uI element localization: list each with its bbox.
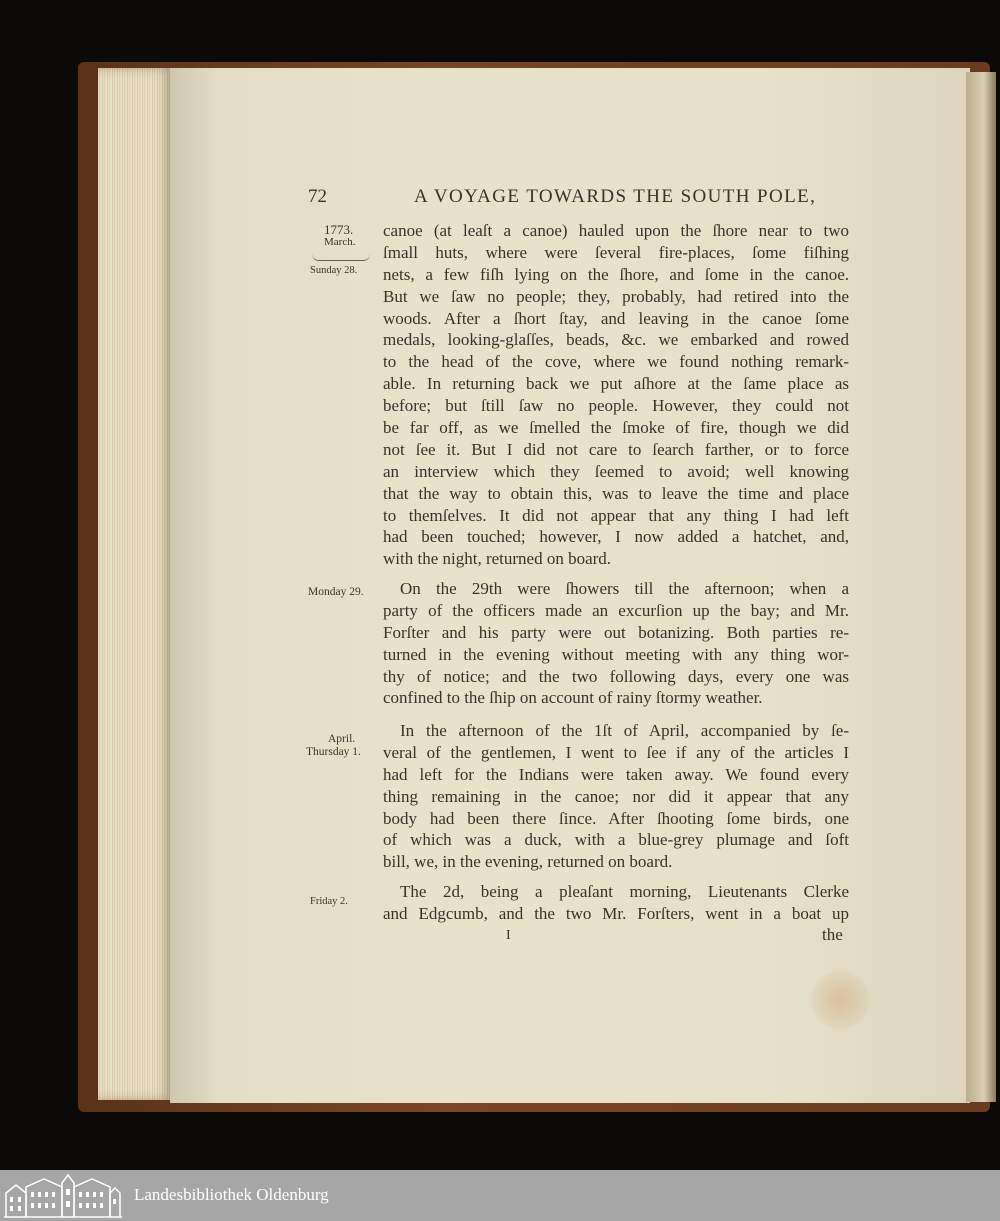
text-line: ſmall huts, where were ſeveral fire-places, ſome fiſhing: [383, 242, 849, 262]
margin-brace: [312, 254, 370, 261]
text-line: thy of notice; and the two following days, every one was: [383, 666, 849, 686]
text-line: had been touched; however, I now added a hatchet, and,: [383, 527, 849, 547]
text-line: to the head of the cove, where we found nothing remark-: [383, 352, 849, 372]
text-line: bill, we, in the evening, returned on board.: [383, 852, 673, 872]
facing-page-edge: [966, 72, 996, 1102]
signature-mark: I: [506, 928, 511, 943]
paragraph-1: [383, 220, 849, 570]
text-line: confined to the ſhip on account of rainy ſtormy weather.: [383, 688, 763, 708]
library-building-logo: [4, 1173, 122, 1218]
margin-date-thursday: Thursday 1.: [306, 746, 361, 758]
paper-stain: [810, 970, 870, 1030]
paragraph-3: [383, 720, 849, 873]
text-line: woods. After a ſhort ſtay, and leaving in the canoe ſome: [383, 308, 849, 328]
page-number: 72: [308, 186, 327, 207]
text-line: party of the officers made an excurſion up the bay; and Mr.: [383, 600, 849, 620]
library-footer: [0, 1170, 1000, 1221]
text-line: But we ſaw no people; they, probably, had retired into the: [383, 286, 849, 306]
text-line: that the way to obtain this, was to leave the time and place: [383, 483, 849, 503]
text-line: In the afternoon of the 1ſt of April, accompanied by ſe-: [400, 721, 849, 740]
text-line: Forſter and his party were out botanizing. Both parties re-: [383, 622, 849, 642]
text-line: of which was a duck, with a blue-grey plumage and ſoft: [383, 830, 849, 850]
text-line: veral of the gentlemen, I went to ſee if any of the articles I: [383, 742, 849, 762]
margin-date-sunday: Sunday 28.: [310, 265, 358, 276]
text-line: turned in the evening without meeting with any thing wor-: [383, 644, 849, 664]
text-line: The 2d, being a pleaſant morning, Lieutenants Clerke: [400, 882, 849, 901]
running-head: [308, 186, 848, 214]
running-title: A VOYAGE TOWARDS THE SOUTH POLE,: [414, 186, 817, 207]
margin-month-april: April.: [328, 733, 356, 745]
text-line: before; but ſtill ſaw no people. However, they could not: [383, 396, 849, 416]
text-line: to themſelves. It did not appear that any thing I had left: [383, 505, 849, 525]
text-line: medals, looking-glaſſes, beads, &c. we embarked and rowed: [383, 330, 849, 350]
text-line: able. In returning back we put aſhore at the ſame place as: [383, 374, 849, 394]
text-line: canoe (at leaſt a canoe) hauled upon the ſhore near to two: [383, 221, 849, 240]
margin-year: 1773.: [324, 222, 354, 237]
paragraph-2: [383, 578, 849, 709]
text-line: an interview which they ſeemed to avoid; well knowing: [383, 461, 849, 481]
catchword: the: [822, 925, 843, 944]
margin-date-friday: Friday 2.: [310, 896, 348, 907]
text-line: thing remaining in the canoe; nor did it appear that any: [383, 786, 849, 806]
text-line: had left for the Indians were taken away. We found every: [383, 764, 849, 784]
text-line: be far off, as we ſmelled the ſmoke of fire, though we did: [383, 418, 849, 438]
margin-date-monday: Monday 29.: [308, 586, 364, 598]
margin-month: March.: [324, 236, 356, 248]
text-line: On the 29th were ſhowers till the afternoon; when a: [400, 579, 849, 598]
text-line: and Edgcumb, and the two Mr. Forſters, went in a boat up: [383, 903, 849, 923]
text-line: with the night, returned on board.: [383, 549, 612, 569]
text-line: not ſee it. But I did not care to ſearch farther, or to force: [383, 439, 849, 459]
text-line: body had been there ſince. After ſhooting ſome birds, one: [383, 808, 849, 828]
page-edges: [98, 68, 174, 1100]
paragraph-4: [383, 881, 849, 925]
text-line: nets, a few fiſh lying on the ſhore, and ſome in the canoe.: [383, 264, 849, 284]
library-name: Landesbibliothek Oldenburg: [134, 1185, 329, 1204]
